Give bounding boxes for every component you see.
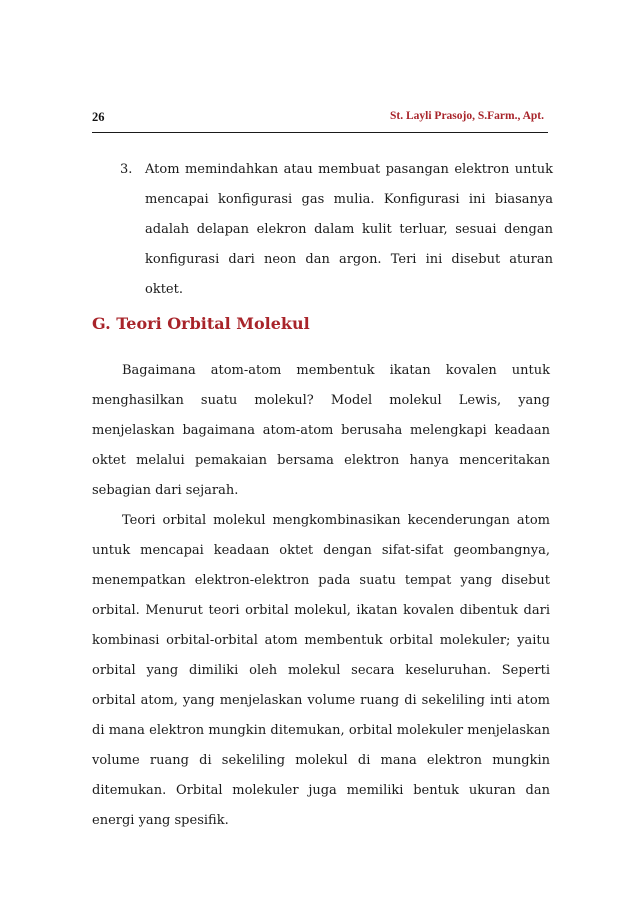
page-number: 26	[92, 110, 105, 124]
paragraph: Bagaimana atom-atom membentuk ikatan kovalen untuk menghasilkan suatu molekul? Model molekul Lewis, yang menjelaskan bagaimana atom-atom berusaha melengkapi keadaan oktet melalui pemakaian bersama elektron hanya menceritakan sebagian dari sejarah.	[92, 363, 550, 498]
running-head-author: St. Layli Prasojo, S.Farm., Apt.	[390, 110, 544, 122]
section-heading: G. Teori Orbital Molekul	[92, 314, 310, 333]
page-header	[92, 110, 548, 133]
paragraph: Teori orbital molekul mengkombinasikan kecenderungan atom untuk mencapai keadaan oktet dengan sifat-sifat geombangnya, menempatkan elektron-elektron pada suatu tempat yang disebut orbital. Menurut teori orbital molekul, ikatan kovalen dibentuk dari kombinasi orbital-orbital atom membentuk orbital molekuler; yaitu orbital yang dimiliki oleh molekul secara keseluruhan. Seperti orbital atom, yang menjelaskan volume ruang di sekeliling inti atom di mana elektron mungkin ditemukan, orbital molekuler menjelaskan volume ruang di sekeliling molekul di mana elektron mungkin ditemukan. Orbital molekuler juga memiliki bentuk ukuran dan energi yang spesifik.	[92, 513, 550, 828]
list-item-number: 3.	[120, 162, 133, 177]
list-item-text: Atom memindahkan atau membuat pasangan elektron untuk mencapai konfigurasi gas mulia. Konfigurasi ini biasanya adalah delapan elekron dalam kulit terluar, sesuai dengan konfigurasi dari neon dan argon. Teri ini disebut aturan oktet.	[145, 162, 553, 297]
